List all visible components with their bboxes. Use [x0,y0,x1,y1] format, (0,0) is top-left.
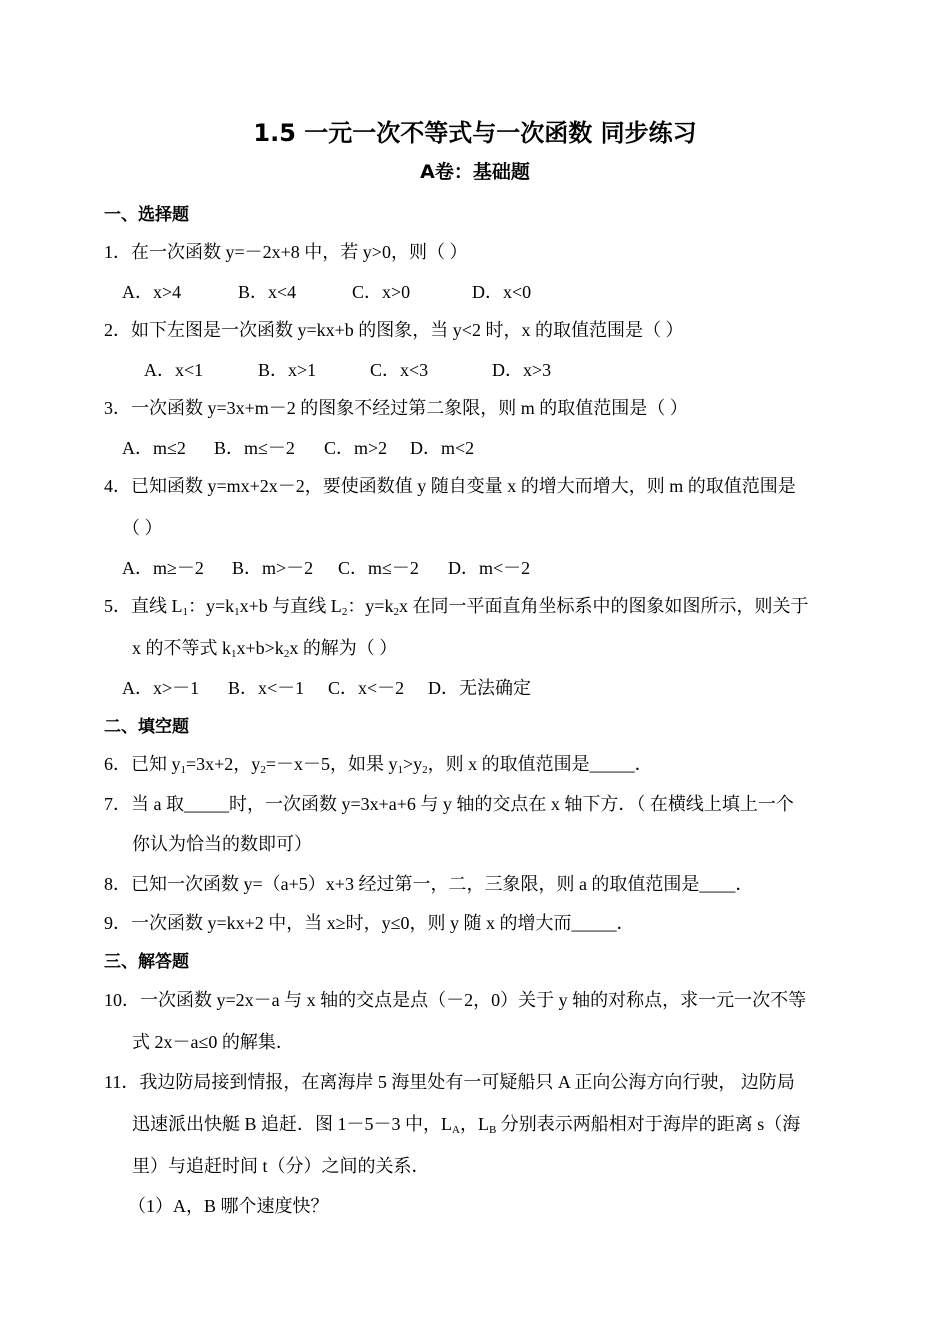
q7-stem-line1: 7．当 a 取_____时，一次函数 y=3x+a+6 与 y 轴的交点在 x 轴下方．（ 在横线上填上一个 [104,794,794,814]
q4-stem-line2: （ ） [122,518,163,538]
q5-text: x+b 与直线 L [239,596,342,616]
section-heading-fill-blank: 二、填空题 [104,717,189,737]
q1-option-b: B．x<4 [238,282,297,302]
q4-option-a: A．m≥－2 [122,558,204,578]
q4-stem-line1: 4．已知函数 y=mx+2x－2，要使函数值 y 随自变量 x 的增大而增大，则 m 的取值范围是 [104,476,796,496]
q5-text: x+b>k [236,638,284,658]
q4-option-c: C．m≤－2 [338,558,419,578]
q1-stem: 1．在一次函数 y=－2x+8 中，若 y>0，则（ ） [104,242,468,262]
q11-stem-line3: 里）与追赶时间 t（分）之间的关系． [132,1156,430,1176]
q2-option-c: C．x<3 [370,360,429,380]
q2-stem: 2．如下左图是一次函数 y=kx+b 的图象，当 y<2 时，x 的取值范围是（ ） [104,320,684,340]
q5-text: 5．直线 L [104,596,183,616]
section-heading-solve: 三、解答题 [104,952,189,972]
q4-option-b: B．m>－2 [232,558,314,578]
q5-option-c: C．x<－2 [328,678,405,698]
q3-option-b: B．m≤－2 [214,438,295,458]
page-subtitle: A卷：基础题 [420,161,530,183]
q6-text: =3x+2，y [186,754,261,774]
q5-option-d: D．无法确定 [428,678,531,698]
section-heading-choice: 一、选择题 [104,205,189,225]
q3-option-c: C．m>2 [324,438,388,458]
q6-text: ，则 x 的取值范围是_____． [427,754,653,774]
q4-option-d: D．m<－2 [448,558,531,578]
q6-text: >y [402,754,423,774]
q3-option-a: A．m≤2 [122,438,186,458]
q6-text: 6．已知 y [104,754,181,774]
q5-stem-line2 [132,636,397,660]
q5-text: x 的不等式 k [132,638,231,658]
q7-stem-line2: 你认为恰当的数即可） [132,834,312,854]
q2-option-a: A．x<1 [144,360,204,380]
q5-text: x 在同一平面直角坐标系中的图象如图所示，则关于 [398,596,809,616]
q5-subscript: 1 [231,648,237,660]
q5-subscript: 2 [341,606,348,618]
page-title: 1.5 一元一次不等式与一次函数 同步练习 [253,119,697,147]
q5-subscript: 2 [283,648,290,660]
q6-text: =－x－5，如果 y [265,754,398,774]
q6-subscript: 2 [422,764,428,776]
q5-text: ：y=k [188,596,235,616]
q10-stem-line2: 式 2x－a≤0 的解集． [132,1032,294,1052]
q5-subscript: 1 [234,606,240,618]
q8-stem: 8．已知一次函数 y=（a+5）x+3 经过第一，二，三象限，则 a 的取值范围是____． [104,874,754,894]
q11-stem-line2 [132,1112,800,1136]
q11-text: 迅速派出快艇 B 追赶．图 1－5－3 中，L [132,1114,452,1134]
q1-option-c: C．x>0 [352,282,411,302]
q5-text: x 的解为（ ） [289,638,398,658]
q6-subscript: 1 [180,764,186,776]
q11-text: 分别表示两船相对于海岸的距离 s（海 [496,1114,801,1134]
q11-stem-line1: 11．我边防局接到情报，在离海岸 5 海里处有一可疑船只 A 正向公海方向行驶， 边防局 [104,1072,795,1092]
q5-text: ：y=k [347,596,394,616]
q5-option-a: A．x>－1 [122,678,200,698]
q2-option-b: B．x>1 [258,360,317,380]
q5-option-b: B．x<－1 [228,678,305,698]
q11-text: ，L [459,1114,489,1134]
q9-stem: 9．一次函数 y=kx+2 中，当 x≥时，y≤0，则 y 随 x 的增大而_____． [104,913,635,933]
q11-subquestion-1: （1）A，B 哪个速度快？ [128,1196,329,1216]
q6-subscript: 2 [260,764,266,776]
q6-subscript: 1 [397,764,403,776]
q6-stem [104,752,653,776]
q5-stem-line1 [104,594,808,618]
q5-subscript: 2 [393,606,399,618]
q1-option-d: D．x<0 [472,282,532,302]
q3-stem: 3．一次函数 y=3x+m－2 的图象不经过第二象限，则 m 的取值范围是（ ） [104,398,688,418]
q11-subscript: B [488,1124,497,1136]
q5-subscript: 1 [182,606,188,618]
q2-option-d: D．x>3 [492,360,552,380]
q11-subscript: A [452,1124,460,1136]
q3-option-d: D．m<2 [410,438,475,458]
q10-stem-line1: 10．一次函数 y=2x－a 与 x 轴的交点是点（－2，0）关于 y 轴的对称点，求一元一次不等 [104,990,807,1010]
q1-option-a: A．x>4 [122,282,182,302]
